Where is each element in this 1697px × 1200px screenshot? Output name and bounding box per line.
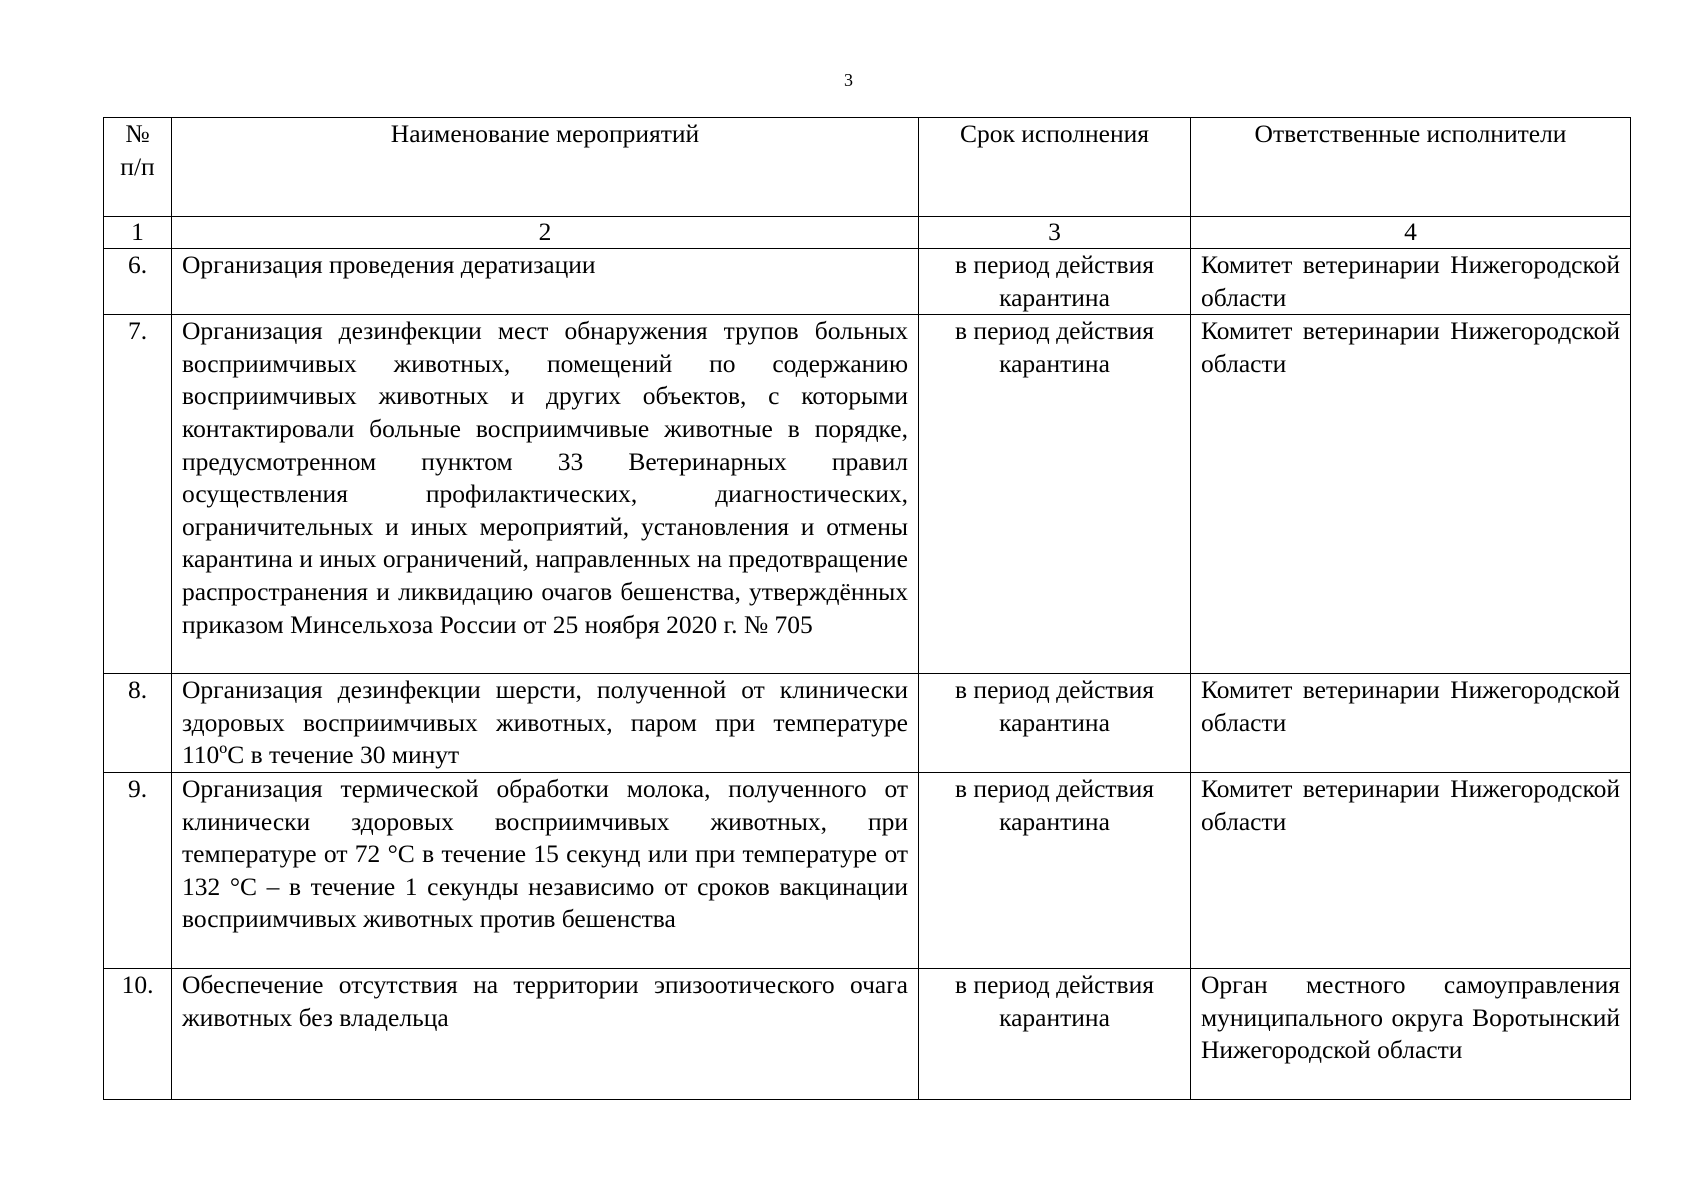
- table-row: [104, 968, 1631, 1099]
- column-index-row: [104, 217, 1631, 249]
- row-number: 6.: [104, 249, 172, 315]
- table-row: [104, 772, 1631, 968]
- row-number: 8.: [104, 674, 172, 773]
- header-measure-name: Наименование мероприятий: [172, 118, 919, 217]
- table-row: [104, 249, 1631, 315]
- responsible: Комитет ветеринарии Нижегородской области: [1191, 315, 1631, 674]
- table-header-row: [104, 118, 1631, 217]
- table-row: [104, 674, 1631, 773]
- deadline: в период действия карантина: [919, 249, 1191, 315]
- measures-table: [103, 117, 1631, 1100]
- column-index: 4: [1191, 217, 1631, 249]
- header-deadline: Срок исполнения: [919, 118, 1191, 217]
- column-index: 1: [104, 217, 172, 249]
- deadline: в период действия карантина: [919, 772, 1191, 968]
- page-number: 3: [844, 70, 853, 90]
- responsible: Комитет ветеринарии Нижегородской области: [1191, 772, 1631, 968]
- header-number: № п/п: [104, 118, 172, 217]
- responsible: Комитет ветеринарии Нижегородской области: [1191, 674, 1631, 773]
- measure-name: Организация дезинфекции шерсти, полученной от клинически здоровых восприимчивых животных, паром при температуре 110ºС в течение 30 минут: [172, 674, 919, 773]
- table-row: [104, 315, 1631, 674]
- responsible: Орган местного самоуправления муниципального округа Воротынский Нижегородской области: [1191, 968, 1631, 1099]
- deadline: в период действия карантина: [919, 315, 1191, 674]
- row-number: 7.: [104, 315, 172, 674]
- column-index: 3: [919, 217, 1191, 249]
- measure-name: Обеспечение отсутствия на территории эпизоотического очага животных без владельца: [172, 968, 919, 1099]
- responsible: Комитет ветеринарии Нижегородской области: [1191, 249, 1631, 315]
- measure-name: Организация дезинфекции мест обнаружения трупов больных восприимчивых животных, помещений по содержанию восприимчивых животных и других объектов, с которыми контактировали больные восприимчивые животные в порядке, предусмотренном пунктом 33 Ветеринарных правил осуществления профилактических, диагностических, ограничительных и иных мероприятий, установления и отмены карантина и иных ограничений, направленных на предотвращение распространения и ликвидацию очагов бешенства, утверждённых приказом Минсельхоза России от 25 ноября 2020 г. № 705: [172, 315, 919, 674]
- row-number: 9.: [104, 772, 172, 968]
- measure-name: Организация проведения дератизации: [172, 249, 919, 315]
- measure-name: Организация термической обработки молока, полученного от клинически здоровых восприимчивых животных, при температуре от 72 °C в течение 15 секунд или при температуре от 132 °C – в течение 1 секунды независимо от сроков вакцинации восприимчивых животных против бешенства: [172, 772, 919, 968]
- column-index: 2: [172, 217, 919, 249]
- row-number: 10.: [104, 968, 172, 1099]
- deadline: в период действия карантина: [919, 968, 1191, 1099]
- deadline: в период действия карантина: [919, 674, 1191, 773]
- header-responsible: Ответственные исполнители: [1191, 118, 1631, 217]
